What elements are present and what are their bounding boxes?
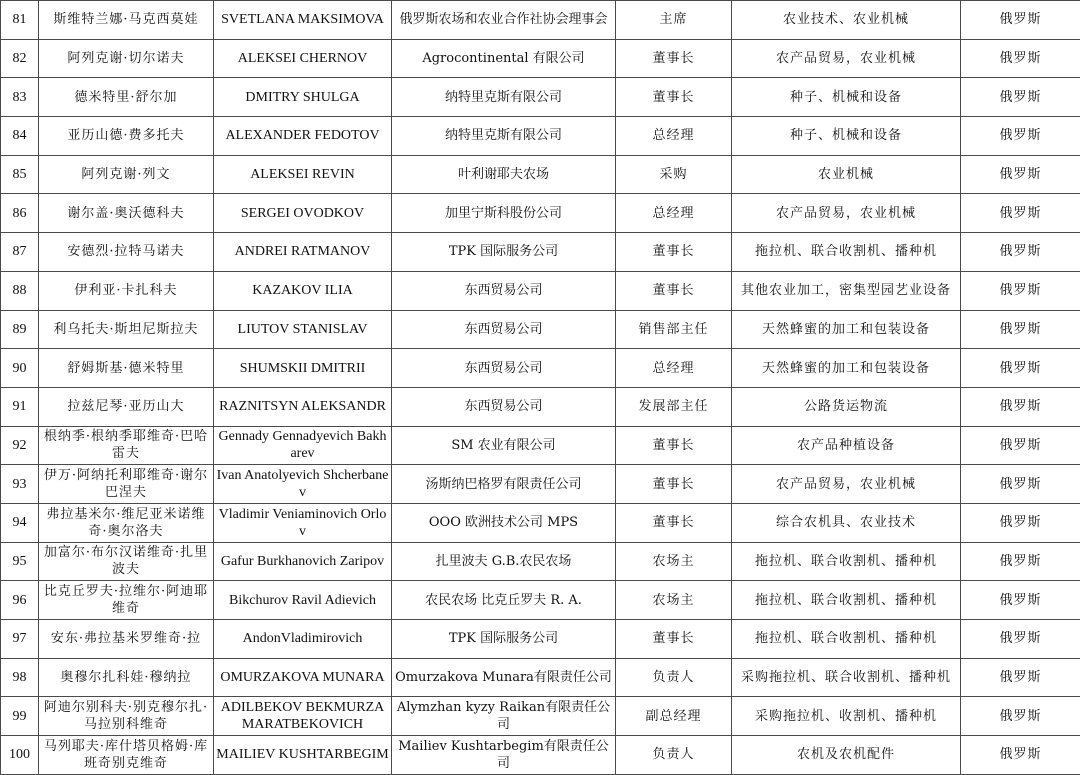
job-title-cell: 总经理 <box>616 117 732 156</box>
row-number-cell: 86 <box>1 194 39 233</box>
country-cell: 俄罗斯 <box>961 581 1080 620</box>
company-cell: Agrocontinental 有限公司 <box>392 39 616 78</box>
name-chinese-cell: 阿列克谢·切尔诺夫 <box>39 39 214 78</box>
name-chinese-cell: 德米特里·舒尔加 <box>39 78 214 117</box>
country-cell: 俄罗斯 <box>961 426 1080 465</box>
row-number-cell: 82 <box>1 39 39 78</box>
business-scope-cell: 天然蜂蜜的加工和包装设备 <box>732 349 961 388</box>
table-row <box>1 1 1080 40</box>
name-chinese-cell: 拉兹尼琴·亚历山大 <box>39 387 214 426</box>
name-english-cell: Vladimir Veniaminovich Orlov <box>214 503 392 542</box>
table-row <box>1 233 1080 272</box>
business-scope-cell: 拖拉机、联合收割机、播种机 <box>732 620 961 659</box>
table-row <box>1 620 1080 659</box>
name-english-cell: Bikchurov Ravil Adievich <box>214 581 392 620</box>
company-cell: OOO 欧洲技术公司 MPS <box>392 503 616 542</box>
name-english-cell: AndonVladimirovich <box>214 620 392 659</box>
row-number-cell: 85 <box>1 155 39 194</box>
name-english-cell: ADILBEKOV BEKMURZA MARATBEKOVICH <box>214 697 392 736</box>
company-cell: TPK 国际服务公司 <box>392 620 616 659</box>
company-cell: 东西贸易公司 <box>392 310 616 349</box>
row-number-cell: 84 <box>1 117 39 156</box>
business-scope-cell: 种子、机械和设备 <box>732 117 961 156</box>
job-title-cell: 董事长 <box>616 233 732 272</box>
country-cell: 俄罗斯 <box>961 387 1080 426</box>
row-number-cell: 97 <box>1 620 39 659</box>
company-cell: 纳特里克斯有限公司 <box>392 78 616 117</box>
table-row <box>1 736 1080 775</box>
table-row <box>1 78 1080 117</box>
row-number-cell: 90 <box>1 349 39 388</box>
name-chinese-cell: 亚历山德·费多托夫 <box>39 117 214 156</box>
company-cell: 俄罗斯农场和农业合作社协会理事会 <box>392 1 616 40</box>
name-english-cell: Gafur Burkhanovich Zaripov <box>214 542 392 581</box>
name-chinese-cell: 舒姆斯基·德米特里 <box>39 349 214 388</box>
business-scope-cell: 农业技术、农业机械 <box>732 1 961 40</box>
table-body <box>1 1 1080 775</box>
name-chinese-cell: 利乌托夫·斯坦尼斯拉夫 <box>39 310 214 349</box>
table-row <box>1 697 1080 736</box>
name-english-cell: SVETLANA MAKSIMOVA <box>214 1 392 40</box>
country-cell: 俄罗斯 <box>961 503 1080 542</box>
table-row <box>1 658 1080 697</box>
country-cell: 俄罗斯 <box>961 349 1080 388</box>
job-title-cell: 负责人 <box>616 736 732 775</box>
country-cell: 俄罗斯 <box>961 78 1080 117</box>
row-number-cell: 81 <box>1 1 39 40</box>
country-cell: 俄罗斯 <box>961 1 1080 40</box>
country-cell: 俄罗斯 <box>961 194 1080 233</box>
job-title-cell: 董事长 <box>616 465 732 504</box>
job-title-cell: 董事长 <box>616 78 732 117</box>
name-english-cell: LIUTOV STANISLAV <box>214 310 392 349</box>
name-chinese-cell: 斯维特兰娜·马克西莫娃 <box>39 1 214 40</box>
business-scope-cell: 采购拖拉机、联合收割机、播种机 <box>732 658 961 697</box>
company-cell: Omurzakova Munara有限责任公司 <box>392 658 616 697</box>
table-row <box>1 39 1080 78</box>
company-cell: 叶利谢耶夫农场 <box>392 155 616 194</box>
country-cell: 俄罗斯 <box>961 233 1080 272</box>
company-cell: 农民农场 比克丘罗夫 R. A. <box>392 581 616 620</box>
name-english-cell: ALEXANDER FEDOTOV <box>214 117 392 156</box>
business-scope-cell: 种子、机械和设备 <box>732 78 961 117</box>
job-title-cell: 董事长 <box>616 620 732 659</box>
country-cell: 俄罗斯 <box>961 465 1080 504</box>
business-scope-cell: 综合农机具、农业技术 <box>732 503 961 542</box>
name-english-cell: SHUMSKII DMITRII <box>214 349 392 388</box>
job-title-cell: 总经理 <box>616 349 732 388</box>
name-english-cell: MAILIEV KUSHTARBEGIM <box>214 736 392 775</box>
name-chinese-cell: 安德烈·拉特马诺夫 <box>39 233 214 272</box>
name-chinese-cell: 弗拉基米尔·维尼亚米诺维奇·奥尔洛夫 <box>39 503 214 542</box>
country-cell: 俄罗斯 <box>961 697 1080 736</box>
name-english-cell: ALEKSEI CHERNOV <box>214 39 392 78</box>
business-scope-cell: 农产品贸易，农业机械 <box>732 194 961 233</box>
company-cell: 纳特里克斯有限公司 <box>392 117 616 156</box>
row-number-cell: 99 <box>1 697 39 736</box>
row-number-cell: 83 <box>1 78 39 117</box>
job-title-cell: 销售部主任 <box>616 310 732 349</box>
company-cell: 东西贸易公司 <box>392 387 616 426</box>
country-cell: 俄罗斯 <box>961 658 1080 697</box>
business-scope-cell: 农业机械 <box>732 155 961 194</box>
business-scope-cell: 其他农业加工，密集型园艺业设备 <box>732 271 961 310</box>
company-cell: SM 农业有限公司 <box>392 426 616 465</box>
table-row <box>1 426 1080 465</box>
country-cell: 俄罗斯 <box>961 620 1080 659</box>
company-cell: Mailiev Kushtarbegim有限责任公司 <box>392 736 616 775</box>
table-row <box>1 155 1080 194</box>
name-english-cell: Gennady Gennadyevich Bakharev <box>214 426 392 465</box>
table-row <box>1 542 1080 581</box>
business-scope-cell: 农产品种植设备 <box>732 426 961 465</box>
company-cell: 扎里波夫 G.B.农民农场 <box>392 542 616 581</box>
row-number-cell: 95 <box>1 542 39 581</box>
business-scope-cell: 拖拉机、联合收割机、播种机 <box>732 542 961 581</box>
business-scope-cell: 农产品贸易，农业机械 <box>732 465 961 504</box>
table-row <box>1 503 1080 542</box>
country-cell: 俄罗斯 <box>961 117 1080 156</box>
table-row <box>1 117 1080 156</box>
row-number-cell: 93 <box>1 465 39 504</box>
job-title-cell: 农场主 <box>616 542 732 581</box>
job-title-cell: 负责人 <box>616 658 732 697</box>
job-title-cell: 董事长 <box>616 271 732 310</box>
name-chinese-cell: 根纳季·根纳季耶维奇·巴哈雷夫 <box>39 426 214 465</box>
row-number-cell: 87 <box>1 233 39 272</box>
name-chinese-cell: 阿列克谢·列文 <box>39 155 214 194</box>
company-cell: 汤斯纳巴格罗有限责任公司 <box>392 465 616 504</box>
name-chinese-cell: 伊万·阿纳托利耶维奇·谢尔巴涅夫 <box>39 465 214 504</box>
name-english-cell: ALEKSEI REVIN <box>214 155 392 194</box>
company-cell: 东西贸易公司 <box>392 271 616 310</box>
name-chinese-cell: 加富尔·布尔汉诺维奇·扎里波夫 <box>39 542 214 581</box>
name-chinese-cell: 伊利亚·卡扎科夫 <box>39 271 214 310</box>
row-number-cell: 91 <box>1 387 39 426</box>
business-scope-cell: 拖拉机、联合收割机、播种机 <box>732 233 961 272</box>
row-number-cell: 94 <box>1 503 39 542</box>
business-scope-cell: 公路货运物流 <box>732 387 961 426</box>
name-english-cell: DMITRY SHULGA <box>214 78 392 117</box>
table-row <box>1 465 1080 504</box>
business-scope-cell: 采购拖拉机、收割机、播种机 <box>732 697 961 736</box>
name-english-cell: RAZNITSYN ALEKSANDR <box>214 387 392 426</box>
business-scope-cell: 天然蜂蜜的加工和包装设备 <box>732 310 961 349</box>
business-scope-cell: 农产品贸易，农业机械 <box>732 39 961 78</box>
name-english-cell: KAZAKOV ILIA <box>214 271 392 310</box>
country-cell: 俄罗斯 <box>961 542 1080 581</box>
row-number-cell: 92 <box>1 426 39 465</box>
name-chinese-cell: 阿迪尔别科夫·别克穆尔扎·马拉别科维奇 <box>39 697 214 736</box>
company-cell: 东西贸易公司 <box>392 349 616 388</box>
row-number-cell: 89 <box>1 310 39 349</box>
company-cell: TPK 国际服务公司 <box>392 233 616 272</box>
name-chinese-cell: 安东·弗拉基米罗维奇·拉 <box>39 620 214 659</box>
country-cell: 俄罗斯 <box>961 310 1080 349</box>
job-title-cell: 副总经理 <box>616 697 732 736</box>
country-cell: 俄罗斯 <box>961 736 1080 775</box>
job-title-cell: 董事长 <box>616 503 732 542</box>
job-title-cell: 董事长 <box>616 426 732 465</box>
job-title-cell: 发展部主任 <box>616 387 732 426</box>
name-english-cell: ANDREI RATMANOV <box>214 233 392 272</box>
table-row <box>1 271 1080 310</box>
name-english-cell: Ivan Anatolyevich Shcherbanev <box>214 465 392 504</box>
country-cell: 俄罗斯 <box>961 39 1080 78</box>
job-title-cell: 农场主 <box>616 581 732 620</box>
company-cell: Alymzhan kyzy Raikan有限责任公司 <box>392 697 616 736</box>
name-chinese-cell: 谢尔盖·奥沃德科夫 <box>39 194 214 233</box>
job-title-cell: 主席 <box>616 1 732 40</box>
job-title-cell: 总经理 <box>616 194 732 233</box>
row-number-cell: 96 <box>1 581 39 620</box>
table-row <box>1 194 1080 233</box>
job-title-cell: 采购 <box>616 155 732 194</box>
company-cell: 加里宁斯科股份公司 <box>392 194 616 233</box>
row-number-cell: 100 <box>1 736 39 775</box>
table-row <box>1 349 1080 388</box>
country-cell: 俄罗斯 <box>961 271 1080 310</box>
business-scope-cell: 拖拉机、联合收割机、播种机 <box>732 581 961 620</box>
row-number-cell: 88 <box>1 271 39 310</box>
name-chinese-cell: 马列耶夫·库什塔贝格姆·库班奇别克维奇 <box>39 736 214 775</box>
table-row <box>1 310 1080 349</box>
row-number-cell: 98 <box>1 658 39 697</box>
table-row <box>1 387 1080 426</box>
job-title-cell: 董事长 <box>616 39 732 78</box>
table-row <box>1 581 1080 620</box>
name-chinese-cell: 奥穆尔扎科娃·穆纳拉 <box>39 658 214 697</box>
business-scope-cell: 农机及农机配件 <box>732 736 961 775</box>
name-english-cell: OMURZAKOVA MUNARA <box>214 658 392 697</box>
name-chinese-cell: 比克丘罗夫·拉维尔·阿迪耶维奇 <box>39 581 214 620</box>
name-english-cell: SERGEI OVODKOV <box>214 194 392 233</box>
country-cell: 俄罗斯 <box>961 155 1080 194</box>
